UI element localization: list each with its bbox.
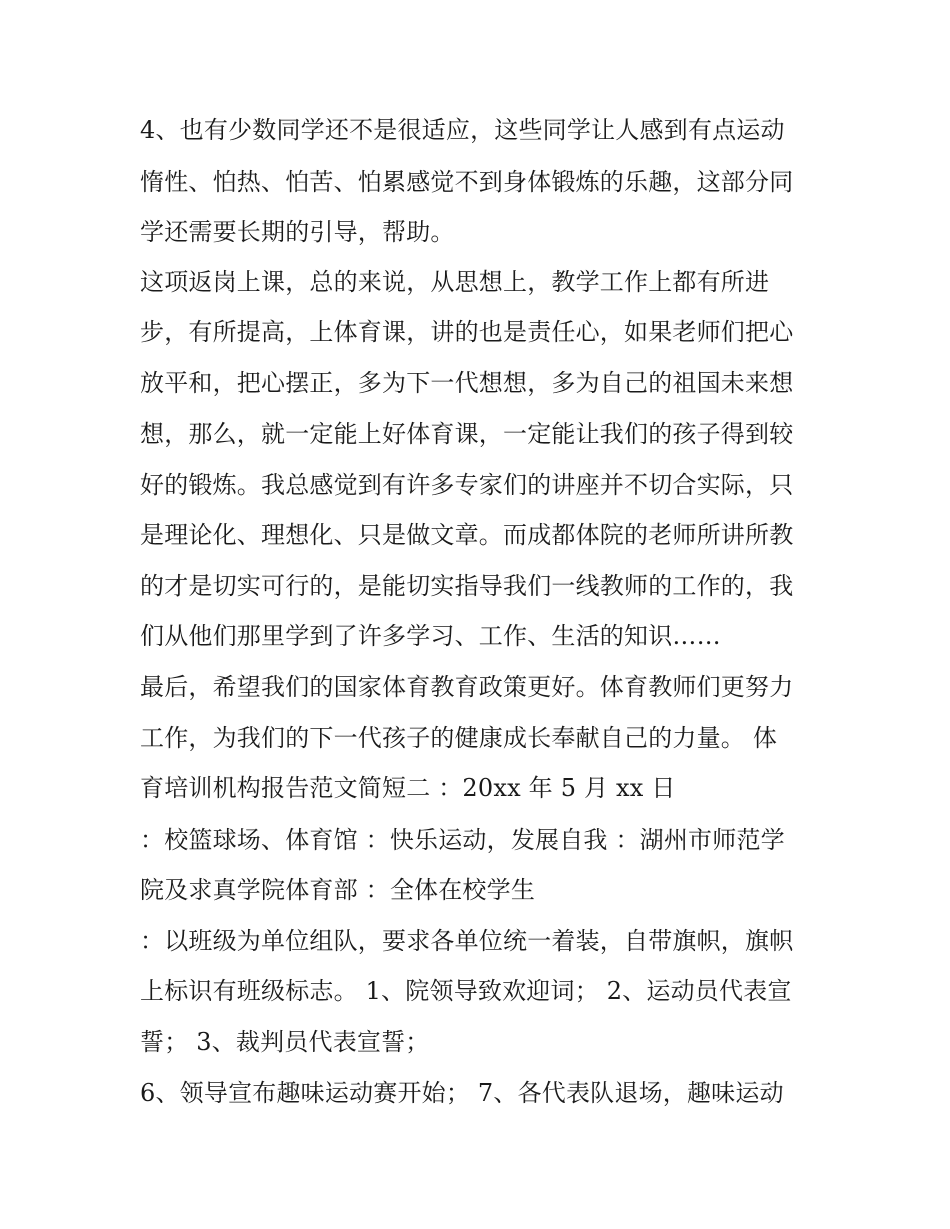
text-line: 最后，希望我们的国家体育教育政策更好。体育教师们更努力 bbox=[140, 673, 794, 701]
text-line: 步，有所提高，上体育课，讲的也是责任心，如果老师们把心 bbox=[140, 318, 794, 346]
text-line: 惰性、怕热、怕苦、怕累感觉不到身体锻炼的乐趣，这部分同 bbox=[140, 168, 794, 196]
text-line: 育培训机构报告范文简短二 ：20xx 年 5 月 xx 日 bbox=[140, 774, 676, 802]
text-line: 院及求真学院体育部 ：全体在校学生 bbox=[140, 876, 536, 904]
text-line: 好的锻炼。我总感觉到有许多专家们的讲座并不切合实际，只 bbox=[140, 471, 794, 499]
text-line: 放平和，把心摆正，多为下一代想想，多为自己的祖国未来想 bbox=[140, 369, 794, 397]
text-line: 誓； 3、裁判员代表宣誓； bbox=[140, 1028, 430, 1056]
text-line: ：校篮球场、体育馆 ：快乐运动，发展自我 ：湖州市师范学 bbox=[140, 826, 785, 854]
text-line: 工作，为我们的下一代孩子的健康成长奉献自己的力量。 体 bbox=[140, 724, 778, 752]
text-line: 6、领导宣布趣味运动赛开始； 7、各代表队退场，趣味运动 bbox=[140, 1079, 784, 1107]
text-line: 的才是切实可行的，是能切实指导我们一线教师的工作的，我 bbox=[140, 572, 794, 600]
text-line: 们从他们那里学到了许多学习、工作、生活的知识…… bbox=[140, 622, 721, 650]
text-line: 是理论化、理想化、只是做文章。而成都体院的老师所讲所教 bbox=[140, 521, 794, 549]
text-line: ：以班级为单位组队，要求各单位统一着装，自带旗帜，旗帜 bbox=[140, 927, 794, 955]
text-line: 这项返岗上课，总的来说，从思想上，教学工作上都有所进 bbox=[140, 268, 770, 296]
text-line: 想，那么，就一定能上好体育课，一定能让我们的孩子得到较 bbox=[140, 420, 794, 448]
text-line: 4、也有少数同学还不是很适应，这些同学让人感到有点运动 bbox=[140, 116, 785, 144]
text-line: 学还需要长期的引导，帮助。 bbox=[140, 218, 455, 246]
text-line: 上标识有班级标志。 1、院领导致欢迎词； 2、运动员代表宣 bbox=[140, 977, 792, 1005]
